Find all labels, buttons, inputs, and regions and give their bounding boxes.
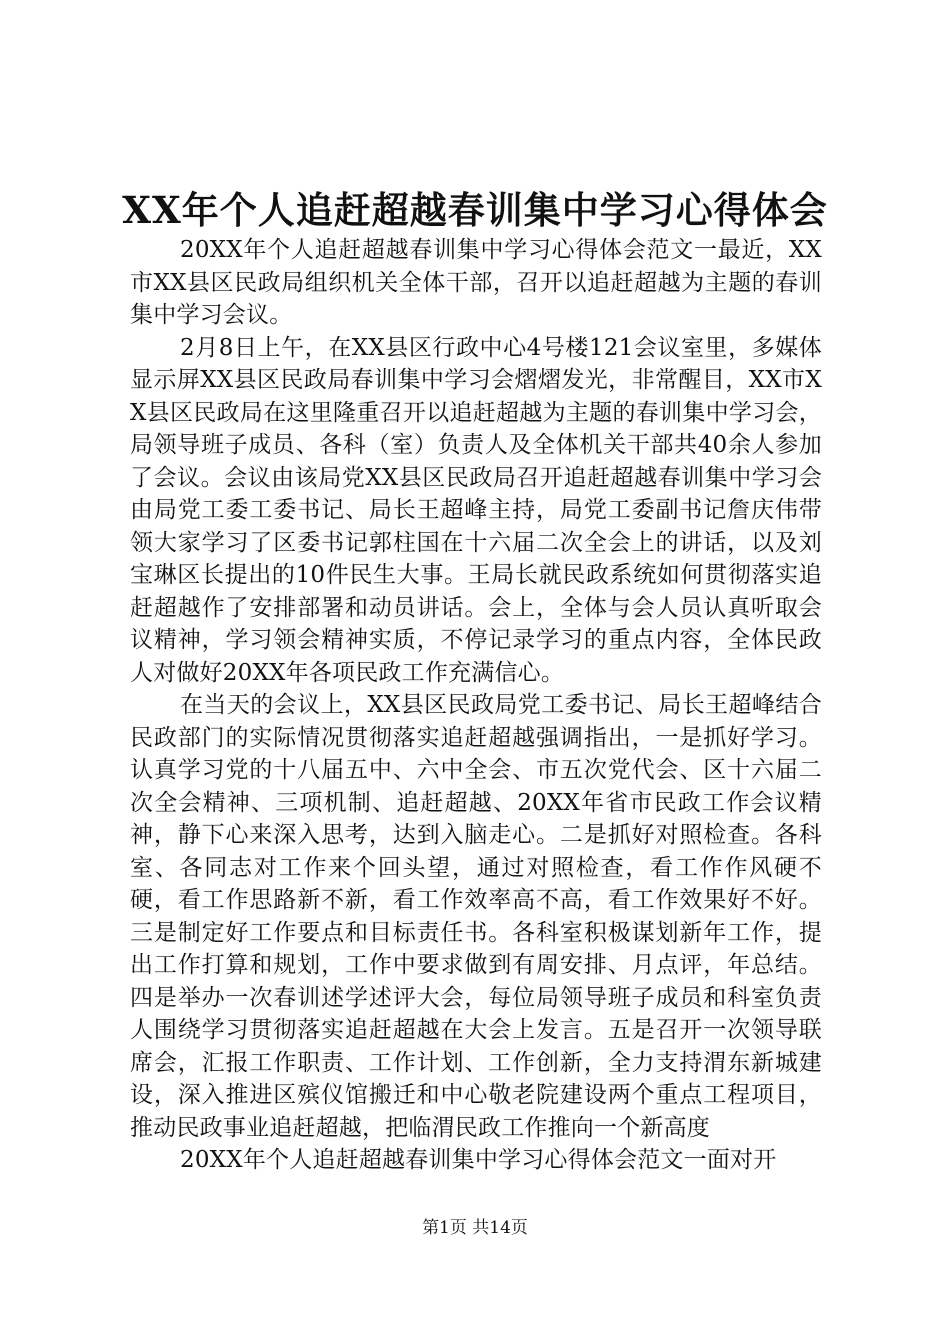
page-title: XX年个人追赶超越春训集中学习心得体会	[122, 188, 828, 232]
paragraph-2: 2月8日上午，在XX县区行政中心4号楼121会议室里，多媒体显示屏XX县区民政局春训集中学习会熠熠发光，非常醒目，XX市XX县区民政局在这里隆重召开以追赶超越为主题的春训集中学习会，局领导班子成员、各科（室）负责人及全体机关干部共40余人参加了会议。会议由该局党XX县区民政局召开追赶超越春训集中学习会由局党工委工委书记、局长王超峰主持，局党工委副书记詹庆伟带领大家学习了区委书记郭柱国在十六届二次全会上的讲话，以及刘宝琳区长提出的10件民生大事。王局长就民政系统如何贯彻落实追赶超越作了安排部署和动员讲话。会上，全体与会人员认真听取会议精神，学习领会精神实质，不停记录学习的重点内容，全体民政人对做好20XX年各项民政工作充满信心。	[130, 334, 822, 686]
paragraph-1: 20XX年个人追赶超越春训集中学习心得体会范文一最近，XX市XX县区民政局组织机关全体干部，召开以追赶超越为主题的春训集中学习会议。	[130, 237, 822, 328]
document-body	[130, 234, 822, 1177]
paragraph-3: 在当天的会议上，XX县区民政局党工委书记、局长王超峰结合民政部门的实际情况贯彻落实追赶超越强调指出，一是抓好学习。认真学习党的十八届五中、六中全会、市五次党代会、区十六届二次全会精神、三项机制、追赶超越、20XX年省市民政工作会议精神，静下心来深入思考，达到入脑走心。二是抓好对照检查。各科室、各同志对工作来个回头望，通过对照检查，看工作作风硬不硬，看工作思路新不新，看工作效率高不高，看工作效果好不好。三是制定好工作要点和目标责任书。各科室积极谋划新年工作，提出工作打算和规划，工作中要求做到有周安排、月点评，年总结。四是举办一次春训述学述评大会，每位局领导班子成员和科室负责人围绕学习贯彻落实追赶超越在大会上发言。五是召开一次领导联席会，汇报工作职责、工作计划、工作创新，全力支持渭东新城建设，深入推进区殡仪馆搬迁和中心敬老院建设两个重点工程项目，推动民政事业追赶超越，把临渭民政工作推向一个新高度	[130, 692, 822, 1141]
page-number-footer: 第1页 共14页	[422, 1218, 528, 1238]
paragraph-4: 20XX年个人追赶超越春训集中学习心得体会范文一面对开	[180, 1147, 777, 1173]
